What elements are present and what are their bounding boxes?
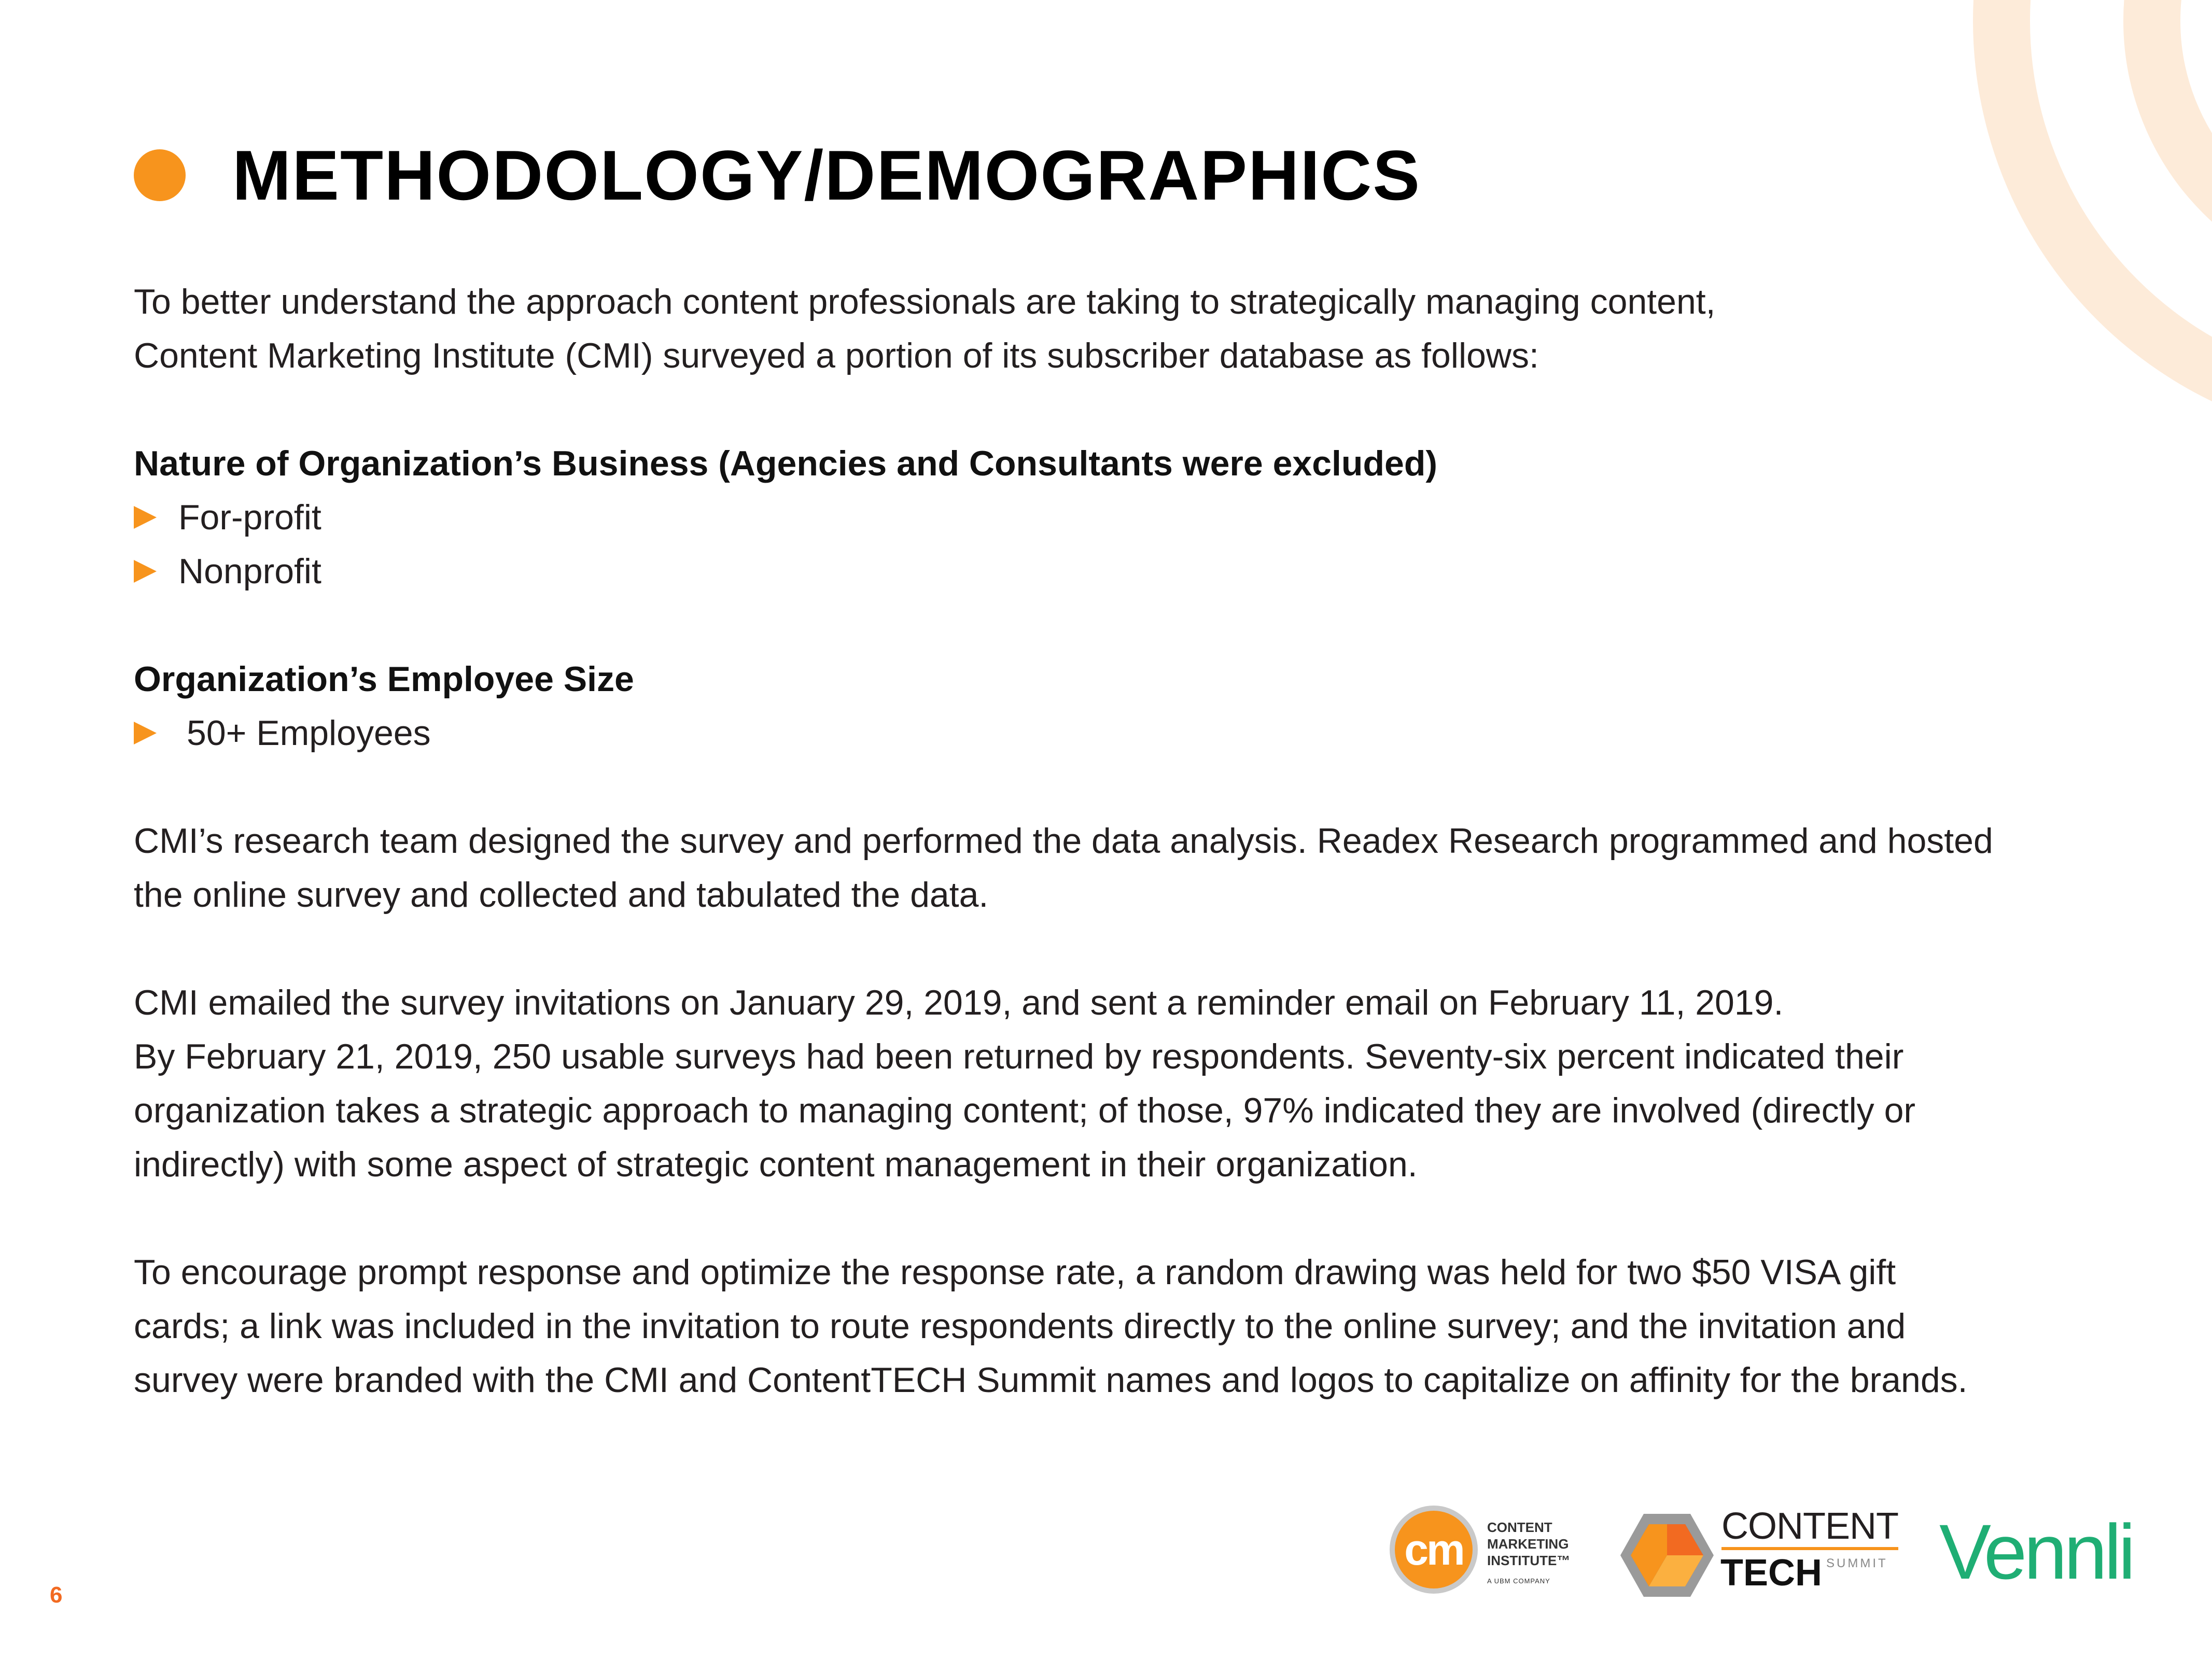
list-item-label: Nonprofit [178,552,321,591]
cmi-word: CONTENT [1487,1520,1552,1535]
cmi-word: MARKETING [1487,1536,1569,1552]
incentive-line: To encourage prompt response and optimize the response rate, a random drawing was held for two $50 VISA gift [134,1253,1896,1292]
page-number: 6 [50,1582,63,1608]
spacer [134,598,2104,652]
cmi-wordmark [1487,1519,1570,1590]
business-heading: Nature of Organization’s Business (Agencies and Consultants were excluded) [134,444,1438,483]
contenttech-logo [1618,1503,1908,1607]
spacer [134,922,2104,976]
title-row [134,129,1421,222]
incentive-line: survey were branded with the CMI and ContentTECH Summit names and logos to capitalize on affinity for the brands. [134,1360,1968,1400]
spacer [134,1191,2104,1245]
cmi-circle-icon [1390,1506,1478,1594]
page-title: METHODOLOGY/DEMOGRAPHICS [232,136,1421,215]
incentive-line: cards; a link was included in the invitation to route respondents directly to the online survey; and the invitation and [134,1306,1906,1346]
list-item-label: For-profit [178,498,321,537]
timeline-line: CMI emailed the survey invitations on January 29, 2019, and sent a reminder email on February 11, 2019. [134,983,1784,1022]
contenttech-tech-word: TECH [1720,1552,1822,1594]
research-line: CMI’s research team designed the survey and performed the data analysis. Readex Research programmed and hosted [134,821,1993,861]
list-item [134,706,2104,760]
list-item-label: 50+ Employees [187,713,431,753]
intro-line: To better understand the approach content professionals are taking to strategically managing content, [134,282,1716,321]
contenttech-summit-word: SUMMIT [1826,1556,1888,1570]
bullet-arrow-icon [134,506,157,529]
timeline-line: indirectly) with some aspect of strategic content management in their organization. [134,1145,1418,1184]
list-item [134,544,2104,598]
timeline-line: By February 21, 2019, 250 usable surveys had been returned by respondents. Seventy-six percent indicated their [134,1037,1904,1076]
timeline-line: organization takes a strategic approach to managing content; of those, 97% indicated they are involved (directly or [134,1091,1916,1130]
bullet-arrow-icon [134,560,157,583]
body-content [134,275,2104,1407]
intro-line: Content Marketing Institute (CMI) surveyed a portion of its subscriber database as follows: [134,336,1539,375]
spacer [134,383,2104,437]
hexagon-logo-icon [1618,1509,1716,1602]
research-line: the online survey and collected and tabulated the data. [134,875,989,915]
vennli-logo: Vennli [1939,1508,2133,1595]
spacer [134,760,2104,814]
cmi-mark: cm [1404,1525,1463,1574]
footer-logos [1390,1503,2157,1607]
cmi-logo [1390,1503,1571,1607]
contenttech-content-word: CONTENT [1721,1507,1898,1550]
cmi-word: INSTITUTE™ [1487,1553,1571,1568]
bullet-arrow-icon [134,722,157,744]
size-heading: Organization’s Employee Size [134,659,634,699]
title-dot-icon [134,149,186,201]
list-item [134,490,2104,544]
cmi-subtitle: A UBM COMPANY [1487,1577,1550,1585]
